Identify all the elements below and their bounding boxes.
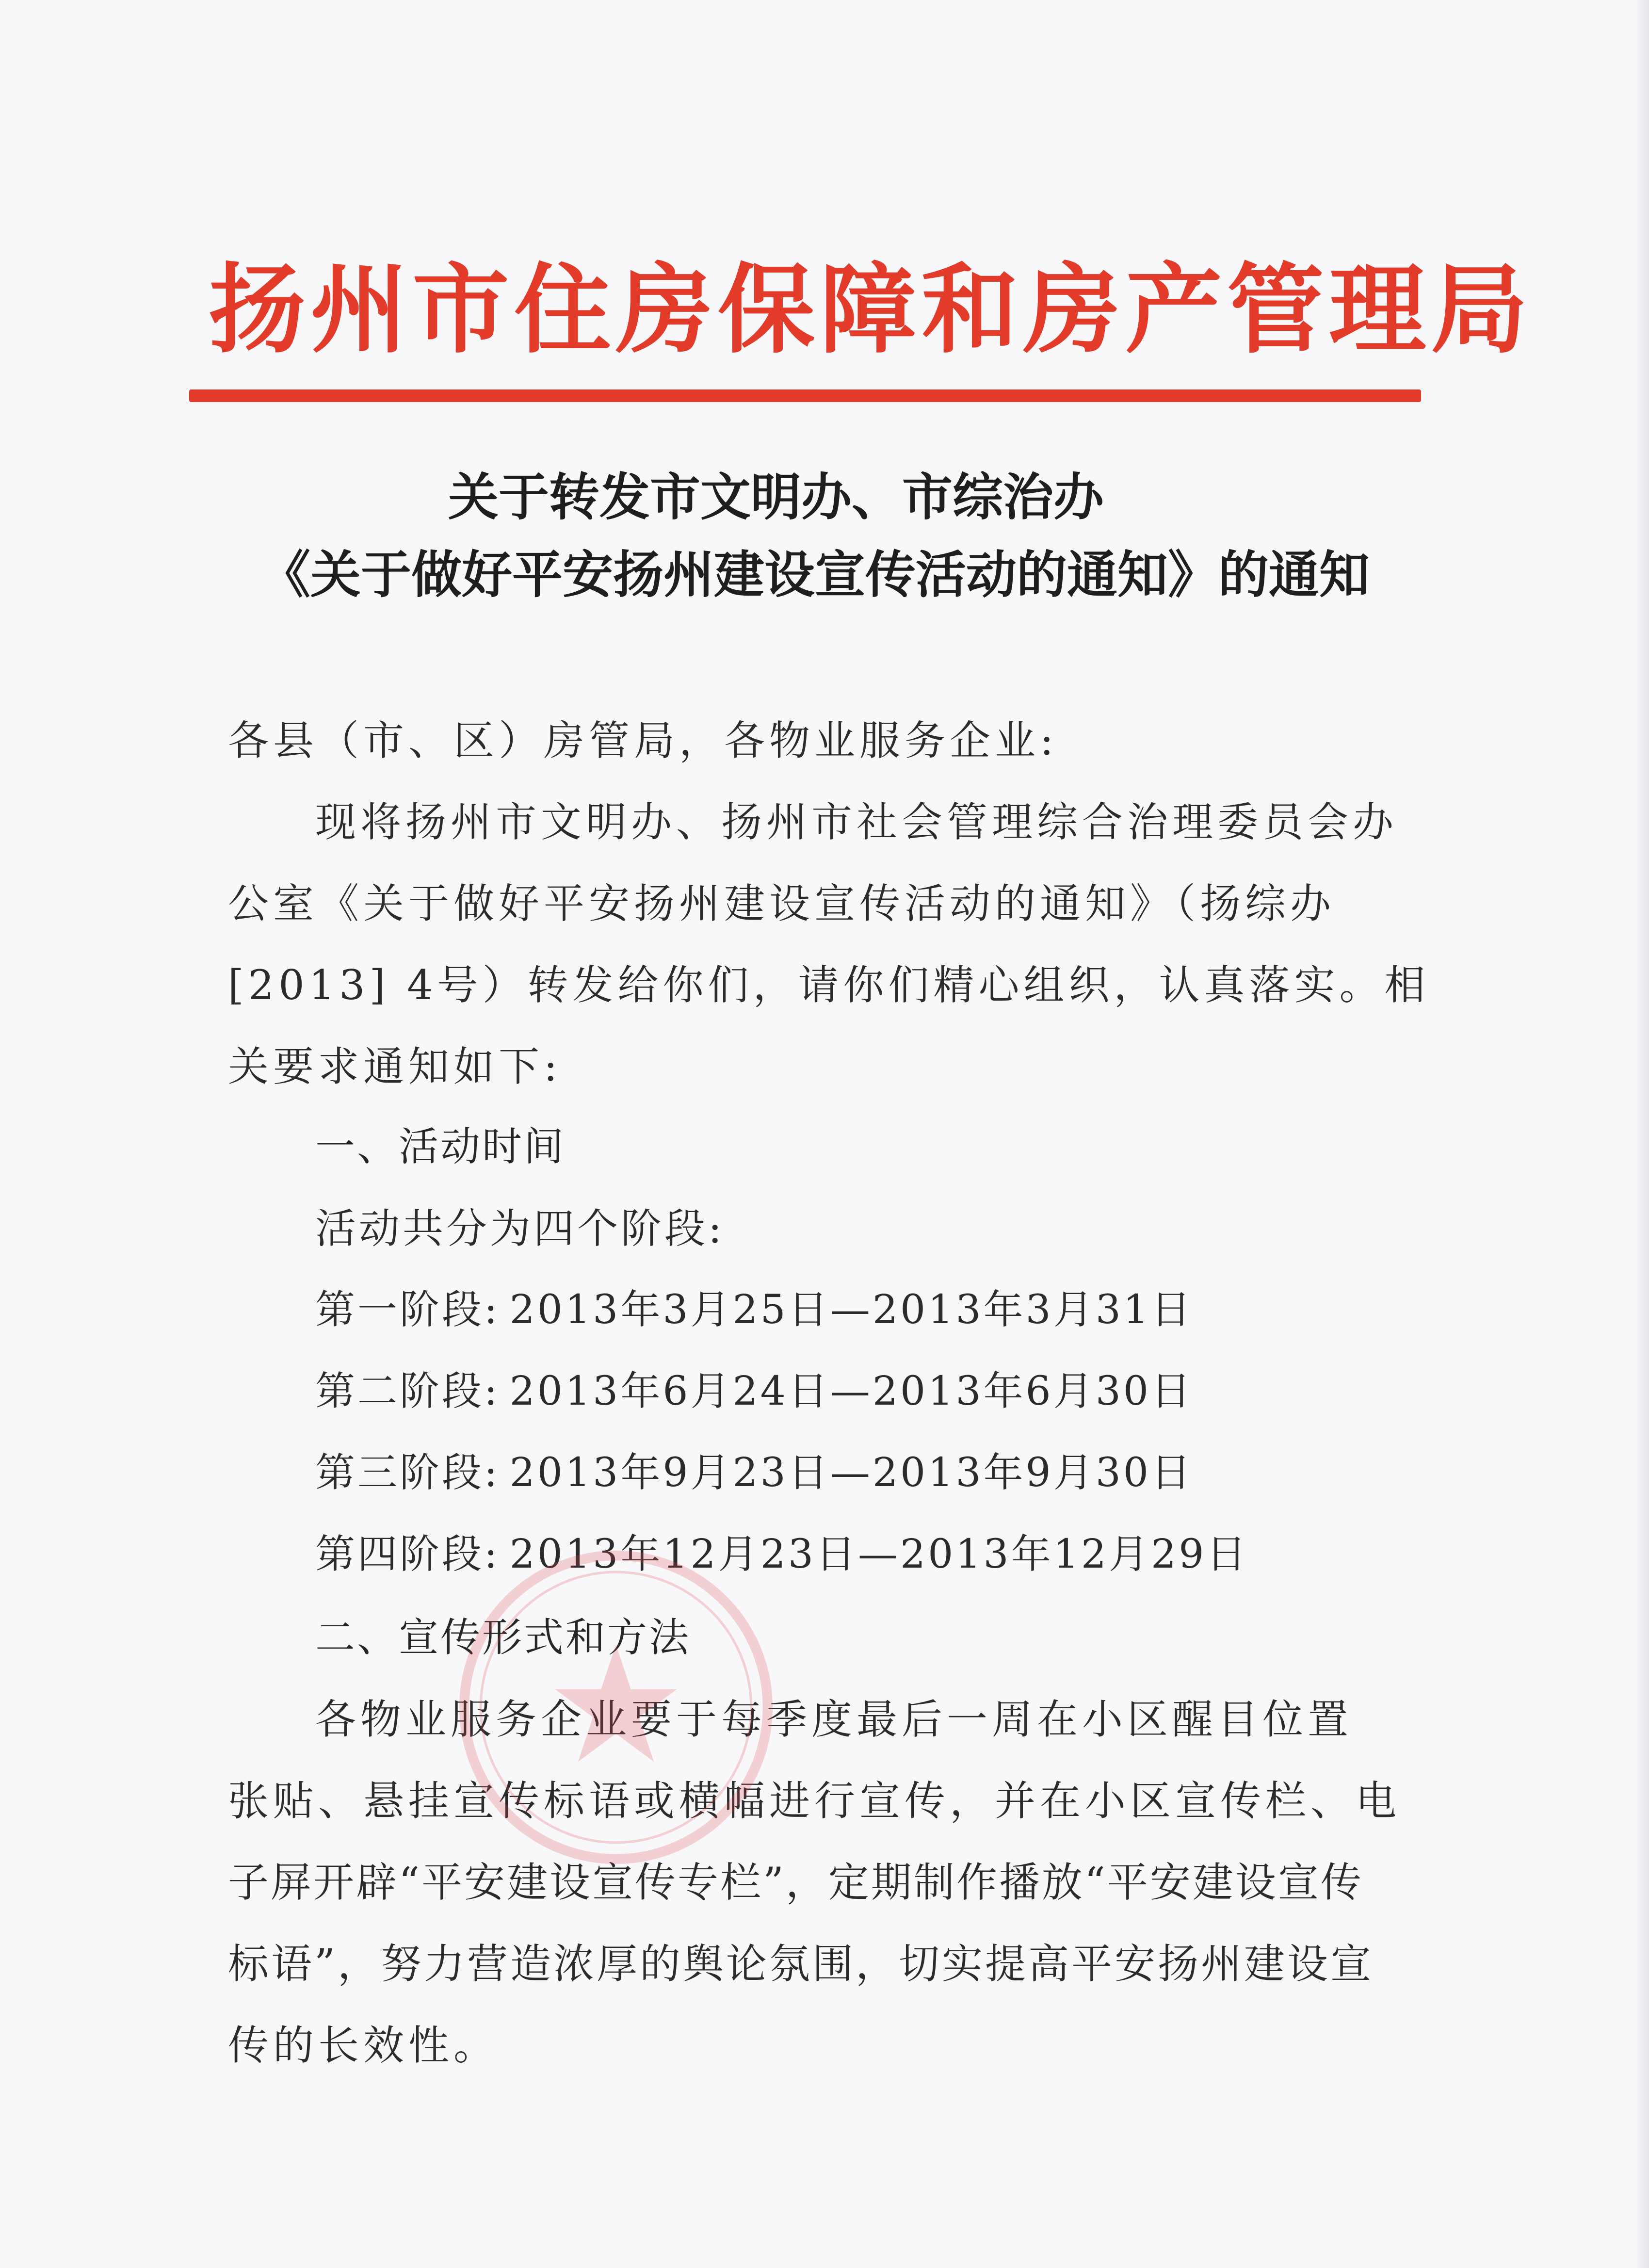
document-title-line-2: 《关于做好平安扬州建设宣传活动的通知》的通知 [259, 545, 1370, 604]
stage-date-range: 2013年6月24日—2013年6月30日 [509, 1368, 1194, 1414]
section-2-line-3: 子屏开辟“平安建设宣传专栏”，定期制作播放“平安建设宣传 [228, 1859, 1363, 1906]
stage-date-range: 2013年9月23日—2013年9月30日 [509, 1450, 1194, 1496]
intro-line-3: [2013] 4号）转发给你们，请你们精心组织，认真落实。相 [228, 961, 1430, 1009]
stage-label: 第三阶段: [315, 1450, 500, 1496]
section-1-lead: 活动共分为四个阶段: [315, 1205, 725, 1252]
stage-date-range: 2013年3月25日—2013年3月31日 [509, 1287, 1194, 1333]
agency-letterhead: 扬州市住房保障和房产管理局 [209, 254, 1533, 367]
scan-edge-shadow [1637, 0, 1649, 2268]
salutation: 各县（市、区）房管局，各物业服务企业: [228, 717, 1058, 764]
section-2-line-2: 张贴、悬挂宣传标语或横幅进行宣传，并在小区宣传栏、电 [228, 1777, 1401, 1825]
section-2-line-5: 传的长效性。 [228, 2022, 499, 2069]
stage-label: 第二阶段: [315, 1368, 500, 1414]
stage-date-range: 2013年12月23日—2013年12月29日 [509, 1531, 1249, 1577]
stage-label: 第四阶段: [315, 1531, 500, 1577]
section-1-heading: 一、活动时间 [315, 1124, 566, 1170]
official-seal-stamp [451, 1542, 781, 1872]
intro-line-2: 公室《关于做好平安扬州建设宣传活动的通知》（扬综办 [228, 880, 1336, 927]
section-2-heading: 二、宣传形式和方法 [315, 1615, 691, 1661]
section-2-line-1: 各物业服务企业要于每季度最后一周在小区醒目位置 [315, 1696, 1353, 1743]
stage-label: 第一阶段: [315, 1287, 500, 1333]
intro-line-1: 现将扬州市文明办、扬州市社会管理综合治理委员会办 [315, 798, 1398, 846]
document-title-line-1: 关于转发市文明办、市综治办 [448, 467, 1104, 527]
section-2-line-4: 标语”，努力营造浓厚的舆论氛围，切实提高平安扬州建设宣 [228, 1940, 1374, 1988]
letterhead-red-rule [189, 389, 1421, 402]
intro-line-4: 关要求通知如下: [228, 1043, 562, 1090]
stage-row [315, 1365, 1193, 1418]
stage-row [315, 1446, 1193, 1500]
stage-row [315, 1283, 1193, 1337]
